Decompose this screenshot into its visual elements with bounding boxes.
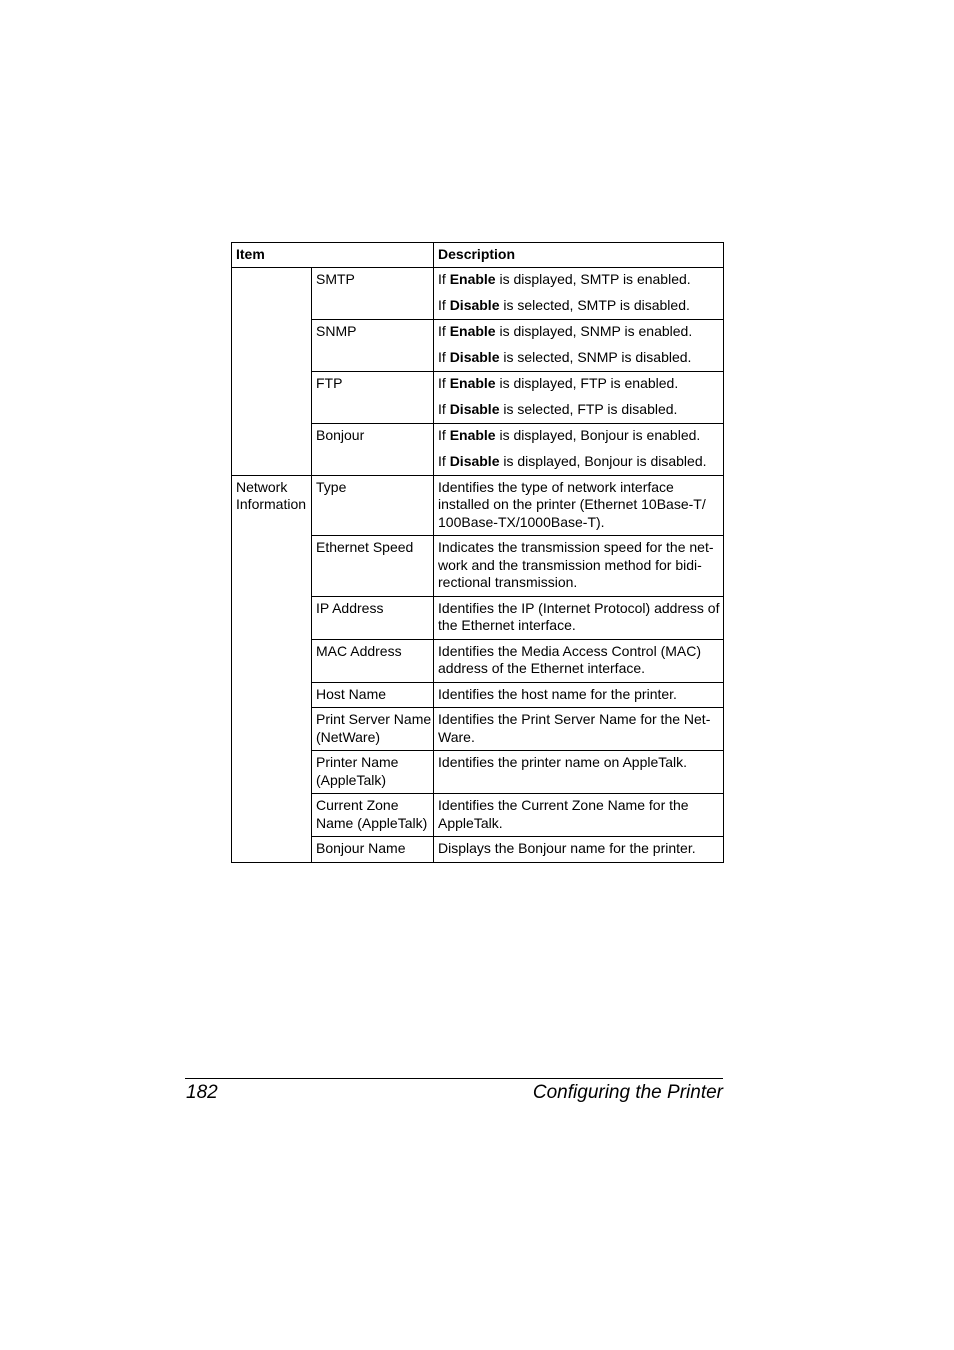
item-bonjour-name: Bonjour Name (312, 837, 434, 863)
settings-table (231, 242, 724, 863)
footer-divider (185, 1078, 723, 1079)
description-smtp: If Enable is displayed, SMTP is enabled. If Disable is selected, SMTP is disabled. (434, 267, 724, 319)
page-number: 182 (186, 1082, 218, 1103)
item-ftp: FTP (312, 371, 434, 423)
table-row (232, 267, 724, 319)
item-type: Type (312, 475, 434, 536)
description-host-name: Identifies the host name for the printer. (434, 682, 724, 708)
description-snmp: If Enable is displayed, SNMP is enabled. If Disable is selected, SNMP is disabled. (434, 319, 724, 371)
description-type: Identifies the type of network interface installed on the printer (Ethernet 10Base-T/ 100Base-TX/1000Base-T). (434, 475, 724, 536)
item-smtp: SMTP (312, 267, 434, 319)
item-current-zone-name: Current Zone Name (AppleTalk) (312, 794, 434, 837)
description-printer-name: Identifies the printer name on AppleTalk. (434, 751, 724, 794)
description-ip-address: Identifies the IP (Internet Protocol) address of the Ethernet interface. (434, 596, 724, 639)
item-printer-name: Printer Name (AppleTalk) (312, 751, 434, 794)
item-host-name: Host Name (312, 682, 434, 708)
description-ethernet-speed: Indicates the transmission speed for the net-work and the transmission method for bidi-rectional transmission. (434, 536, 724, 597)
description-bonjour: If Enable is displayed, Bonjour is enabled. If Disable is displayed, Bonjour is disabled. (434, 423, 724, 475)
chapter-title: Configuring the Printer (532, 1082, 723, 1103)
item-bonjour: Bonjour (312, 423, 434, 475)
item-snmp: SNMP (312, 319, 434, 371)
description-current-zone-name: Identifies the Current Zone Name for the AppleTalk. (434, 794, 724, 837)
group-cell-empty (232, 267, 312, 475)
header-item: Item (232, 243, 434, 268)
group-label-network-information: Network Information (232, 475, 312, 862)
header-description: Description (434, 243, 724, 268)
description-mac-address: Identifies the Media Access Control (MAC) address of the Ethernet interface. (434, 639, 724, 682)
description-ftp: If Enable is displayed, FTP is enabled. If Disable is selected, FTP is disabled. (434, 371, 724, 423)
description-print-server-name: Identifies the Print Server Name for the Net-Ware. (434, 708, 724, 751)
table-header-row (232, 243, 724, 268)
item-ip-address: IP Address (312, 596, 434, 639)
item-print-server-name: Print Server Name (NetWare) (312, 708, 434, 751)
item-mac-address: MAC Address (312, 639, 434, 682)
item-ethernet-speed: Ethernet Speed (312, 536, 434, 597)
description-bonjour-name: Displays the Bonjour name for the printer. (434, 837, 724, 863)
table-row (232, 475, 724, 536)
